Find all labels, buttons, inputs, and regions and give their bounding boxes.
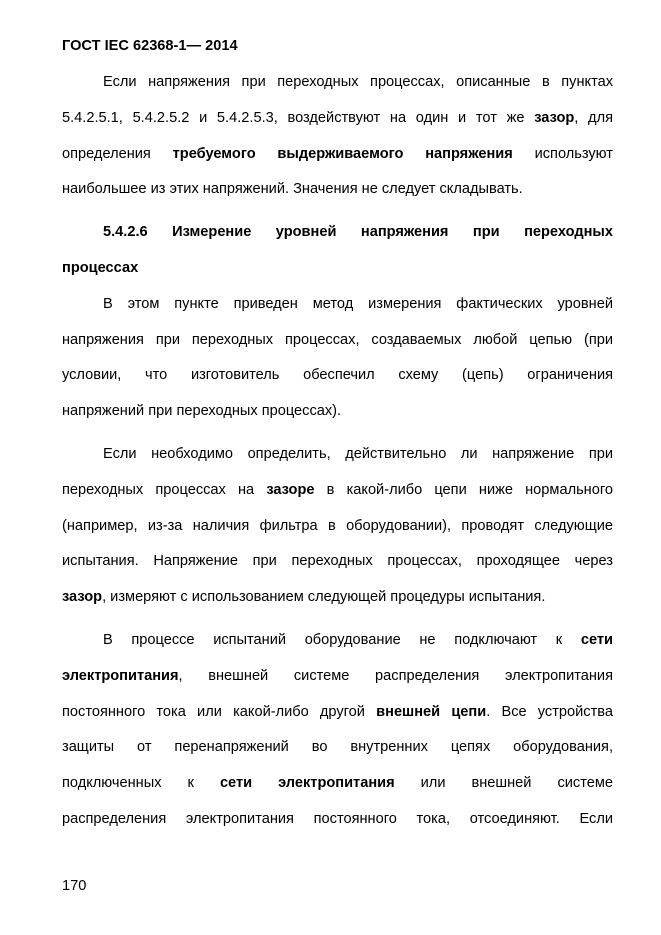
text-run: Если необходимо определить, действительно ли напряжение при [103, 445, 613, 462]
text-run: защиты от перенапряжений во внутренних цепях оборудования, [62, 739, 613, 756]
section-title: процессах [62, 259, 139, 276]
text-line [62, 330, 613, 366]
section-title: Измерение уровней напряжения при переходных [172, 224, 613, 241]
text-run: распределения электропитания постоянного тока, отсоединяют. Если [62, 810, 613, 827]
defined-term: требуемого выдерживаемого напряжения [172, 145, 513, 162]
defined-term: внешней цепи [376, 703, 487, 720]
text-line [62, 809, 613, 845]
text-line [62, 587, 613, 623]
text-run: определения [62, 145, 151, 162]
defined-term: зазоре [266, 481, 315, 498]
text-run: В процессе испытаний оборудование не подключают к [103, 631, 563, 648]
heading-line [62, 258, 613, 294]
text-run: постоянного тока или какой-либо другой [62, 703, 365, 720]
paragraph-3 [62, 444, 613, 623]
text-run: испытания. Напряжение при переходных процессах, проходящее через [62, 553, 613, 570]
text-run: . Все устройства [486, 703, 613, 720]
defined-term: электропитания [62, 667, 179, 684]
text-line [62, 179, 613, 215]
text-run: , для [574, 109, 613, 126]
defined-term: сети [580, 631, 613, 648]
text-line [62, 294, 613, 330]
text-run: переходных процессах на [62, 481, 255, 498]
text-run: В этом пункте приведен метод измерения фактических уровней [103, 295, 613, 312]
text-run: в какой-либо цепи ниже нормального [326, 481, 613, 498]
paragraph-1 [62, 72, 613, 215]
text-line [62, 72, 613, 108]
text-line [62, 702, 613, 738]
text-line [62, 144, 613, 180]
text-line [62, 737, 613, 773]
text-run: Если напряжения при переходных процессах, описанные в пунктах [103, 74, 613, 90]
document-header: ГОСТ IEC 62368-1— 2014 [62, 38, 238, 54]
text-run: 5.4.2.5.1, 5.4.2.5.2 и 5.4.2.5.3, воздействуют на один и тот же [62, 109, 525, 126]
heading-line [62, 222, 613, 258]
text-run: , измеряют с использованием следующей процедуры испытания. [102, 589, 546, 606]
page-number: 170 [62, 878, 87, 894]
paragraph-2 [62, 294, 613, 437]
text-line [62, 551, 613, 587]
document-body [62, 72, 613, 845]
text-line [62, 630, 613, 666]
text-line [62, 444, 613, 480]
text-line [62, 516, 613, 552]
text-run: или внешней системе [420, 775, 613, 792]
text-run: используют [534, 145, 613, 162]
text-line [62, 666, 613, 702]
text-run: напряжения при переходных процессах, создаваемых любой цепью (при [62, 331, 613, 348]
text-run: условии, что изготовитель обеспечил схему (цепь) ограничения [62, 367, 613, 384]
section-heading [62, 222, 613, 294]
text-run: (например, из-за наличия фильтра в оборудовании), проводят следующие [62, 517, 613, 534]
defined-term: зазор [62, 589, 103, 606]
text-line [62, 108, 613, 144]
section-number: 5.4.2.6 [103, 224, 148, 241]
paragraph-4 [62, 630, 613, 845]
text-run: наибольшее из этих напряжений. Значения не следует складывать. [62, 181, 523, 198]
text-line [62, 480, 613, 516]
text-run: , внешней системе распределения электропитания [178, 667, 613, 684]
defined-term: сети электропитания [219, 775, 395, 792]
text-line [62, 773, 613, 809]
text-run: подключенных к [62, 775, 194, 792]
text-line [62, 401, 613, 437]
defined-term: зазор [534, 109, 575, 126]
text-run: напряжений при переходных процессах). [62, 403, 342, 420]
text-line [62, 365, 613, 401]
